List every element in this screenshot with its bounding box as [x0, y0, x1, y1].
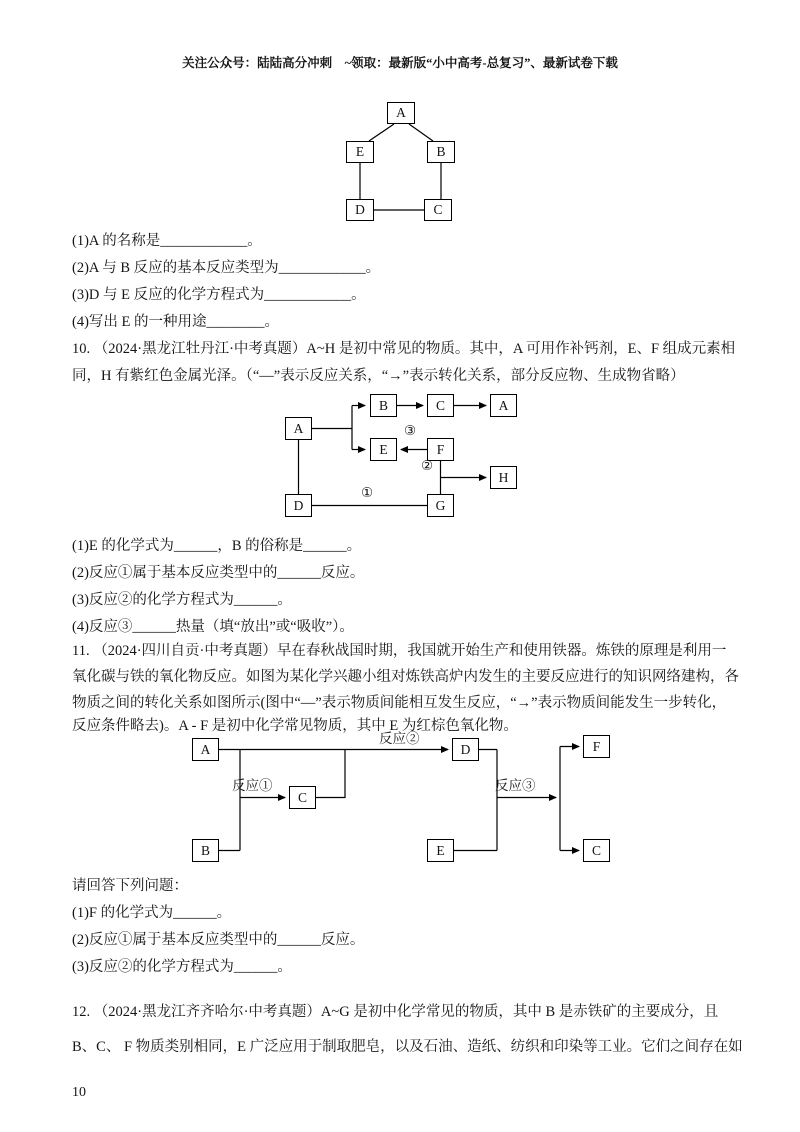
reaction-label-1: 反应① — [232, 778, 273, 793]
diagram-node: A — [285, 417, 312, 440]
question-line: (3)反应②的化学方程式为______。 — [72, 959, 292, 975]
question-line: (3)D 与 E 反应的化学方程式为____________。 — [72, 287, 366, 303]
diagram-node: B — [427, 141, 455, 163]
diagram-node: F — [427, 438, 454, 461]
diagram-node: E — [346, 141, 374, 163]
reaction-label-2: 反应② — [379, 731, 420, 746]
question-stem-line: 反应条件略去)。A - F 是初中化学常见物质，其中 E 为红棕色氧化物。 — [72, 718, 518, 734]
diagram-node: C — [289, 786, 316, 809]
question-line: (2)反应①属于基本反应类型中的______反应。 — [72, 565, 365, 581]
diagram-lines — [0, 388, 800, 530]
diagram-node: A — [387, 102, 415, 124]
diagram-node: G — [427, 494, 454, 517]
page-number: 10 — [72, 1085, 86, 1100]
question-line: (1)F 的化学式为______。 — [72, 905, 232, 921]
question-11-diagram — [0, 730, 800, 880]
question-10-diagram — [0, 388, 800, 530]
question-stem-line: 氧化碳与铁的氧化物反应。如图为某化学兴趣小组对炼铁高炉内发生的主要反应进行的知识网络建构，各 — [72, 669, 739, 685]
diagram-node: D — [285, 494, 312, 517]
reaction-label-3: ③ — [404, 423, 417, 438]
question-9-diagram — [0, 98, 800, 230]
diagram-node: C — [424, 199, 452, 221]
answer-prompt: 请回答下列问题： — [72, 878, 188, 894]
diagram-node: A — [192, 738, 219, 761]
diagram-lines — [0, 730, 800, 880]
question-stem-line: B、C、 F 物质类别相同，E 广泛应用于制取肥皂，以及石油、造纸、纺织和印染等工业。它们之间存在如 — [72, 1039, 743, 1055]
question-line: (1)E 的化学式为______，B 的俗称是______。 — [72, 538, 362, 554]
question-line: (4)反应③______热量（填“放出”或“吸收”）。 — [72, 619, 354, 635]
question-line: (2)A 与 B 反应的基本反应类型为____________。 — [72, 260, 381, 276]
question-stem-line: 12. （2024·黑龙江齐齐哈尔·中考真题）A~G 是初中化学常见的物质，其中 B 是赤铁矿的主要成分，且 — [72, 1004, 719, 1020]
diagram-node: C — [583, 839, 610, 862]
diagram-node: H — [490, 466, 517, 489]
diagram-node: E — [370, 438, 397, 461]
question-stem-line: 物质之间的转化关系如图所示(图中“—”表示物质间能相互发生反应，“→”表示物质间能发生一步转化， — [72, 695, 727, 711]
reaction-label-2: ② — [421, 458, 434, 473]
reaction-label-3: 反应③ — [495, 778, 536, 793]
diagram-node: C — [427, 394, 454, 417]
question-stem-line: 11. （2024·四川自贡·中考真题）早在春秋战国时期，我国就开始生产和使用铁器。炼铁的原理是利用一 — [72, 643, 727, 659]
diagram-node: E — [427, 839, 454, 862]
question-line: (2)反应①属于基本反应类型中的______反应。 — [72, 932, 365, 948]
question-line: (4)写出 E 的一种用途________。 — [72, 314, 280, 330]
reaction-label-1: ① — [361, 485, 374, 500]
question-line: (1)A 的名称是____________。 — [72, 233, 262, 249]
diagram-node: D — [452, 738, 479, 761]
diagram-node: D — [346, 199, 374, 221]
diagram-node: B — [370, 394, 397, 417]
header-notice: 关注公众号：陆陆高分冲刺 ~领取：最新版“小中高考-总复习”、最新试卷下载 — [182, 56, 618, 70]
question-stem-line: 10. （2024·黑龙江牡丹江·中考真题）A~H 是初中常见的物质。其中，A 可用作补钙剂，E、F 组成元素相 — [72, 341, 736, 357]
diagram-node: B — [192, 839, 219, 862]
diagram-node: F — [583, 735, 610, 758]
question-stem-line: 同，H 有紫红色金属光泽。（“—”表示反应关系，“→”表示转化关系，部分反应物、生成物省略） — [72, 368, 685, 384]
question-line: (3)反应②的化学方程式为______。 — [72, 592, 292, 608]
diagram-node: A — [490, 394, 517, 417]
